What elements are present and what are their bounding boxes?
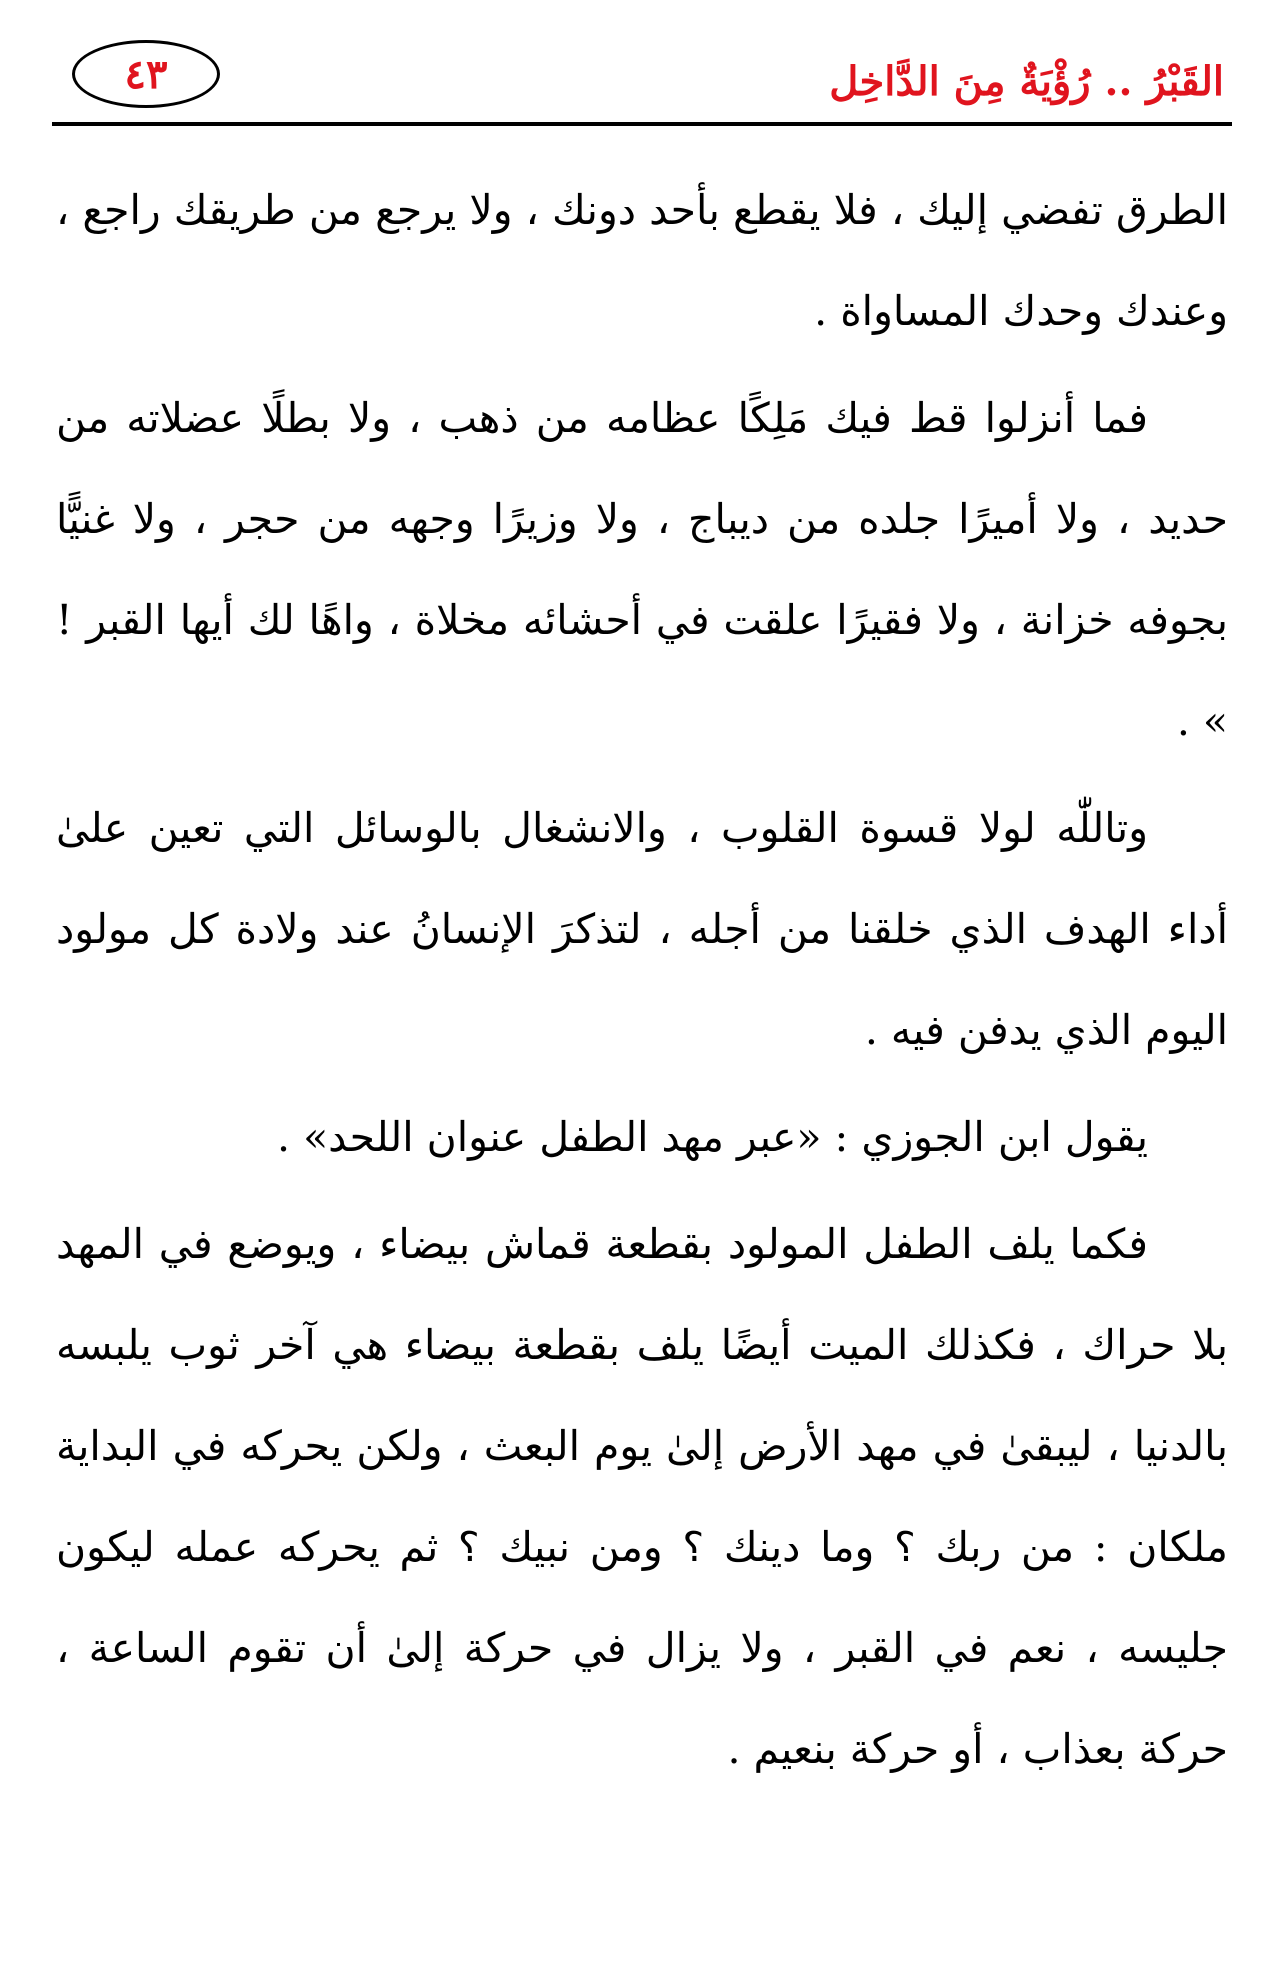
running-title: القَبْرُ .. رُؤْيَةٌ مِنَ الدَّاخِل [829, 58, 1224, 105]
header-divider [52, 122, 1232, 126]
page-number-badge [72, 40, 220, 108]
paragraph: وتاللّٰه لولا قسوة القلوب ، والانشغال بالوسائل التي تعين علىٰ أداء الهدف الذي خلقنا من أجله ، لتذكرَ الإنسانُ عند ولادة كل مولود اليوم الذي يدفن فيه . [56, 804, 1228, 1054]
paragraph: الطرق تفضي إليك ، فلا يقطع بأحد دونك ، ولا يرجع من طريقك راجع ، وعندك وحدك المساواة . [56, 186, 1228, 335]
paragraph: يقول ابن الجوزي : «عبر مهد الطفل عنوان اللحد» . [277, 1113, 1148, 1161]
body-text [56, 160, 1228, 1806]
page-number: ٤٣ [124, 50, 168, 98]
page-header [52, 30, 1232, 124]
paragraph: فكما يلف الطفل المولود بقطعة قماش بيضاء ، ويوضع في المهد بلا حراك ، فكذلك الميت أيضًا يلف بقطعة بيضاء هي آخر ثوب يلبسه بالدنيا ، ليبقىٰ في مهد الأرض إلىٰ يوم البعث ، ولكن يحركه في البداية ملكان : من ربك ؟ وما دينك ؟ ومن نبيك ؟ ثم يحركه عمله ليكون جليسه ، نعم في القبر ، ولا يزال في حركة إلىٰ أن تقوم الساعة ، حركة بعذاب ، أو حركة بنعيم . [56, 1220, 1228, 1773]
paragraph: فما أنزلوا قط فيك مَلِكًا عظامه من ذهب ، ولا بطلًا عضلاته من حديد ، ولا أميرًا جلده من ديباج ، ولا وزيرًا وجهه من حجر ، ولا غنيًّا بجوفه خزانة ، ولا فقيرًا علقت في أحشائه مخلاة ، واهًا لك أيها القبر ! » . [56, 394, 1228, 745]
